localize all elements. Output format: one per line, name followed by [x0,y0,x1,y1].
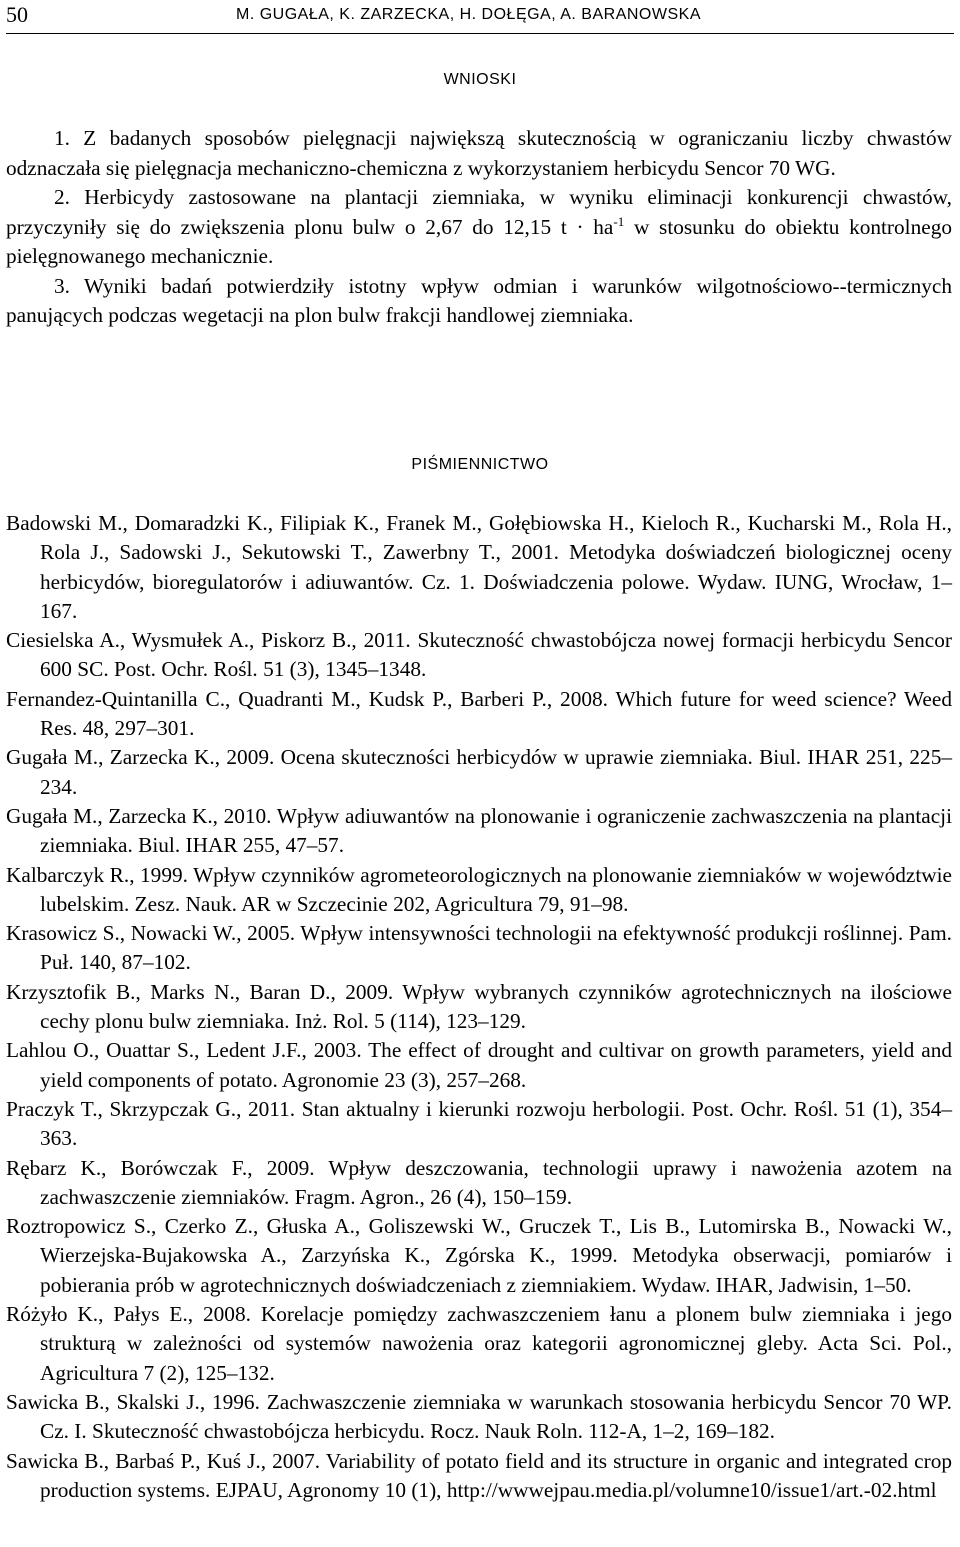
conclusions-section [6,124,952,331]
references-list [6,509,952,1505]
reference-item: Fernandez-Quintanilla C., Quadranti M., Kudsk P., Barberi P., 2008. Which future for weed science? Weed Res. 48, 297–301. [6,686,952,741]
reference-item: Krasowicz S., Nowacki W., 2005. Wpływ intensywności technologii na efektywność produkcji roślinnej. Pam. Puł. 140, 87–102. [6,921,952,975]
reference-item: Krzysztofik B., Marks N., Baran D., 2009. Wpływ wybranych czynników agrotechnicznych na ilościowe cechy plonu bulw ziemniaka. Inż. Rol. 5 (114), 123–129. [6,979,952,1034]
reference-item: Praczyk T., Skrzypczak G., 2011. Stan aktualny i kierunki rozwoju herbologii. Post. Ochr. Rośl. 51 (1), 354–363. [6,1096,952,1151]
reference-item: Sawicka B., Skalski J., 1996. Zachwaszczenie ziemniaka w warunkach stosowania herbicydu Sencor 70 WP. Cz. I. Skuteczność chwastobójcza herbicydu. Rocz. Nauk Roln. 112-A, 1–2, 169–182. [6,1389,952,1444]
reference-item: Rębarz K., Borówczak F., 2009. Wpływ deszczowania, technologii uprawy i nawożenia azotem na zachwaszczenie ziemniaków. Fragm. Agron., 26 (4), 150–159. [6,1155,952,1209]
conclusion-item: 3. Wyniki badań potwierdziły istotny wpływ odmian i warunków wilgotnościowo--termicznych panujących podczas wegetacji na plon bulw frakcji handlowej ziemniaka. [6,273,952,327]
header-rule [6,33,954,34]
conclusion-item: 1. Z badanych sposobów pielęgnacji największą skutecznością w ograniczaniu liczby chwastów odznaczała się pielęgnacja mechaniczno-chemiczna z wykorzystaniem herbicydu Sencor 70 WG. [6,126,952,180]
reference-item: Sawicka B., Barbaś P., Kuś J., 2007. Variability of potato field and its structure in organic and integrated crop production systems. EJPAU, Agronomy 10 (1), http://wwwejpau.media.pl/volumne10/issue1/art.-02.html [6,1448,952,1502]
reference-item: Badowski M., Domaradzki K., Filipiak K., Franek M., Gołębiowska H., Kieloch R., Kucharski M., Rola H., Rola J., Sadowski J., Sekutowski T., Zawerbny T., 2001. Metodyka doświadczeń biologicznej oceny herbicydów, bioregulatorów i adiuwantów. Cz. 1. Doświadczenia polowe. Wydaw. IUNG, Wrocław, 1–167. [6,511,952,623]
reference-item: Gugała M., Zarzecka K., 2009. Ocena skuteczności herbicydów w uprawie ziemniaka. Biul. IHAR 251, 225–234. [6,745,952,799]
reference-item: Kalbarczyk R., 1999. Wpływ czynników agrometeorologicznych na plonowanie ziemniaków w województwie lubelskim. Zesz. Nauk. AR w Szczecinie 202, Agricultura 79, 91–98. [6,862,952,916]
references-title: PIŚMIENNICTWO [411,456,549,473]
reference-item: Ciesielska A., Wysmułek A., Piskorz B., 2011. Skuteczność chwastobójcza nowej formacji herbicydu Sencor 600 SC. Post. Ochr. Rośl. 51 (3), 1345–1348. [6,628,952,682]
conclusions-title: WNIOSKI [443,71,517,88]
exponent: -1 [613,213,625,229]
running-head-authors: M. GUGAŁA, K. ZARZECKA, H. DOŁĘGA, A. BARANOWSKA [236,6,701,23]
conclusion-text: 2. Herbicydy zastosowane na plantacji ziemniaka, w wyniku eliminacji konkurencji chwastów, przyczyniły się do zwiększenia plonu bulw o 2,67 do 12,15 t · ha [6,185,952,239]
conclusion-item [6,183,952,272]
conclusion-text: w stosunku do obiektu kontrolnego pielęgnowanego mechanicznie. [6,214,952,268]
reference-item: Różyło K., Pałys E., 2008. Korelacje pomiędzy zachwaszczeniem łanu a plonem bulw ziemniaka i jego strukturą w zależności od systemów nawożenia oraz kategorii agronomicznej gleby. Acta Sci. Pol., Agricultura 7 (2), 125–132. [6,1302,952,1385]
reference-item: Gugała M., Zarzecka K., 2010. Wpływ adiuwantów na plonowanie i ograniczenie zachwaszczenia na plantacji ziemniaka. Biul. IHAR 255, 47–57. [6,803,952,858]
page-header [6,0,954,34]
reference-item: Roztropowicz S., Czerko Z., Głuska A., Goliszewski W., Gruczek T., Lis B., Lutomirska B., Nowacki W., Wierzejska-Bujakowska A., Zarzyńska K., Zgórska K., 1999. Metodyka obserwacji, pomiarów i pobierania prób w agrotechnicznych doświadczeniach z ziemniakiem. Wydaw. IHAR, Jadwisin, 1–50. [6,1214,952,1297]
page-number: 50 [6,2,28,27]
reference-item: Lahlou O., Ouattar S., Ledent J.F., 2003. The effect of drought and cultivar on growth parameters, yield and yield components of potato. Agronomie 23 (3), 257–268. [6,1038,952,1092]
